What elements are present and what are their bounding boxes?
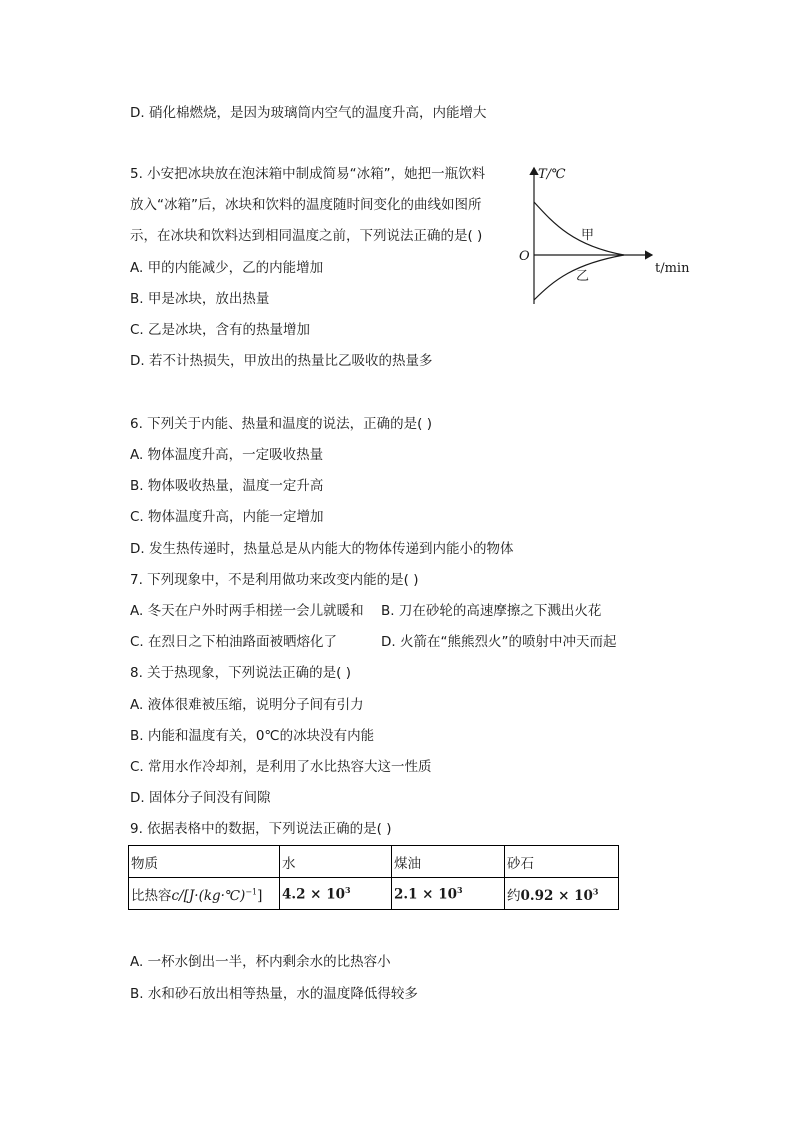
q7-option-c: C. 在烈日之下柏油路面被晒熔化了 bbox=[130, 634, 338, 650]
y-axis-label: T/℃ bbox=[538, 167, 566, 182]
q5-option-c: C. 乙是冰块，含有的热量增加 bbox=[130, 322, 311, 338]
q9-stem: 9. 依据表格中的数据，下列说法正确的是( ) bbox=[130, 821, 392, 837]
table-header-cell: 砂石 bbox=[505, 846, 619, 878]
row-label-prefix: 比热容 bbox=[131, 887, 172, 904]
table-header-cell: 水 bbox=[280, 846, 392, 878]
value-exp: 3 bbox=[457, 884, 463, 895]
value-prefix: 约 bbox=[507, 887, 521, 904]
table-cell bbox=[392, 878, 505, 910]
q4-option-d: D. 硝化棉燃烧，是因为玻璃筒内空气的温度升高，内能增大 bbox=[130, 105, 487, 121]
q8-stem: 8. 关于热现象，下列说法正确的是( ) bbox=[130, 665, 351, 681]
specific-heat-table bbox=[128, 845, 619, 910]
q5-stem-line-2: 放入“冰箱”后，冰块和饮料的温度随时间变化的曲线如图所 bbox=[130, 197, 482, 213]
value-exp: 3 bbox=[345, 884, 351, 895]
q5-stem-line-1: 5. 小安把冰块放在泡沫箱中制成简易“冰箱”，她把一瓶饮料 bbox=[130, 166, 486, 182]
q7-option-b: B. 刀在砂轮的高速摩擦之下溅出火花 bbox=[381, 603, 602, 619]
q5-option-b: B. 甲是冰块，放出热量 bbox=[130, 291, 270, 307]
row-label-unit: c/[J·(kg·℃) bbox=[171, 887, 246, 904]
value-mantissa: 2.1 × 10 bbox=[394, 886, 457, 903]
temperature-time-graph bbox=[514, 162, 714, 307]
value-mantissa: 0.92 × 10 bbox=[520, 887, 593, 904]
q9-option-a: A. 一杯水倒出一半，杯内剩余水的比热容小 bbox=[130, 954, 391, 970]
curve-yi-label: 乙 bbox=[576, 269, 590, 284]
q6-stem: 6. 下列关于内能、热量和温度的说法，正确的是( ) bbox=[130, 416, 432, 432]
table-cell bbox=[280, 878, 392, 910]
table-cell bbox=[505, 878, 619, 910]
q5-option-a: A. 甲的内能减少，乙的内能增加 bbox=[130, 260, 324, 276]
q6-option-a: A. 物体温度升高，一定吸收热量 bbox=[130, 447, 324, 463]
curve-jia bbox=[534, 202, 624, 255]
table-header-row bbox=[129, 846, 619, 878]
q5-option-d: D. 若不计热损失，甲放出的热量比乙吸收的热量多 bbox=[130, 353, 433, 369]
q8-option-c: C. 常用水作冷却剂，是利用了水比热容大这一性质 bbox=[130, 759, 432, 775]
q8-option-d: D. 固体分子间没有间隙 bbox=[130, 790, 271, 806]
q8-option-b: B. 内能和温度有关，0℃的冰块没有内能 bbox=[130, 728, 375, 744]
q8-option-a: A. 液体很难被压缩，说明分子间有引力 bbox=[130, 697, 364, 713]
row-label-cell: 比热容c/[J·(kg·℃)$^{-1}$] bbox=[129, 878, 280, 910]
value-mantissa: 4.2 × 10 bbox=[282, 886, 345, 903]
value-exp: 3 bbox=[592, 886, 599, 896]
q7-option-d: D. 火箭在“熊熊烈火”的喷射中冲天而起 bbox=[381, 634, 617, 650]
table-header-cell: 物质 bbox=[129, 846, 280, 878]
q6-option-d: D. 发生热传递时，热量总是从内能大的物体传递到内能小的物体 bbox=[130, 541, 514, 557]
origin-label: O bbox=[519, 249, 530, 264]
x-axis-label: t/min bbox=[655, 261, 690, 276]
curve-jia-label: 甲 bbox=[581, 228, 595, 243]
q9-option-b: B. 水和砂石放出相等热量，水的温度降低得较多 bbox=[130, 986, 418, 1002]
row-label-exp: −1 bbox=[245, 887, 258, 896]
table-header-cell: 煤油 bbox=[392, 846, 505, 878]
q7-stem: 7. 下列现象中，不是利用做功来改变内能的是( ) bbox=[130, 572, 419, 588]
q7-option-a: A. 冬天在户外时两手相搓一会儿就暖和 bbox=[130, 603, 364, 619]
q6-option-c: C. 物体温度升高，内能一定增加 bbox=[130, 509, 324, 525]
q6-option-b: B. 物体吸收热量，温度一定升高 bbox=[130, 478, 324, 494]
q5-stem-line-3: 示，在冰块和饮料达到相同温度之前，下列说法正确的是( ) bbox=[130, 228, 483, 244]
table-row bbox=[129, 878, 619, 910]
